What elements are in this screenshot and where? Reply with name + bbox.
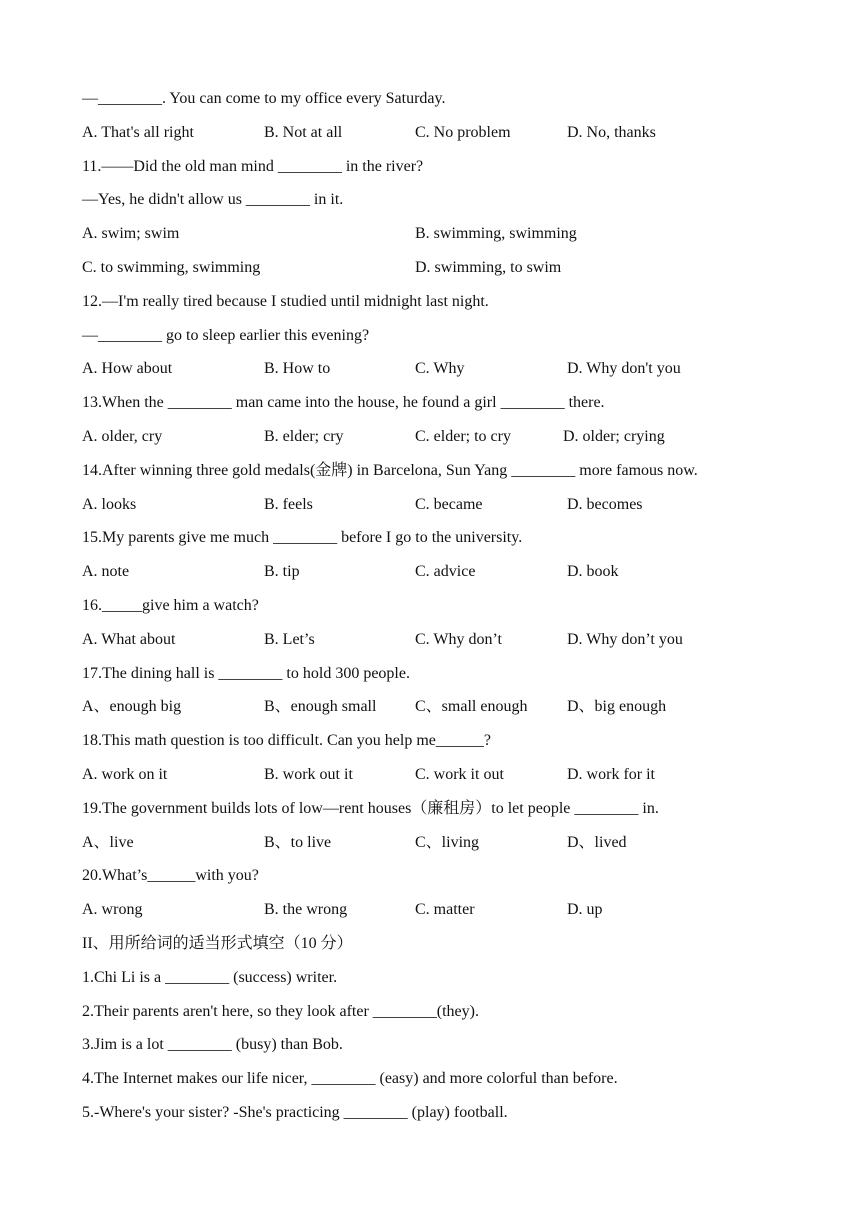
- text-line: 20.What’s______with you?: [82, 867, 259, 884]
- answer-option: C. Why don’t: [415, 631, 502, 648]
- text-line: 15.My parents give me much ________ before I go to the university.: [82, 529, 523, 546]
- text-line: 16._____give him a watch?: [82, 597, 259, 614]
- text-line: 4.The Internet makes our life nicer, ________ (easy) and more colorful than before.: [82, 1070, 618, 1087]
- answer-option: B. work out it: [264, 766, 353, 783]
- answer-option: C. Why: [415, 360, 465, 377]
- text-line: 2.Their parents aren't here, so they look after ________(they).: [82, 1003, 479, 1020]
- text-line: 12.—I'm really tired because I studied until midnight last night.: [82, 293, 489, 310]
- answer-option: A. swim; swim: [82, 225, 180, 242]
- answer-option: A. What about: [82, 631, 176, 648]
- text-line: 3.Jim is a lot ________ (busy) than Bob.: [82, 1036, 343, 1053]
- answer-option: A、live: [82, 834, 134, 851]
- answer-option: B、enough small: [264, 698, 377, 715]
- answer-option: C、living: [415, 834, 480, 851]
- answer-option: A. How about: [82, 360, 173, 377]
- text-line: 11.——Did the old man mind ________ in the river?: [82, 158, 424, 175]
- answer-option: D、big enough: [567, 698, 667, 715]
- answer-option: C. to swimming, swimming: [82, 259, 261, 276]
- answer-option: D. older; crying: [563, 428, 665, 445]
- answer-option: A、enough big: [82, 698, 182, 715]
- answer-option: C. No problem: [415, 124, 511, 141]
- answer-option: C. became: [415, 496, 483, 513]
- answer-option: C. advice: [415, 563, 476, 580]
- text-line: —Yes, he didn't allow us ________ in it.: [82, 191, 344, 208]
- answer-option: A. note: [82, 563, 130, 580]
- answer-option: B、to live: [264, 834, 332, 851]
- answer-option: D. Why don't you: [567, 360, 681, 377]
- answer-option: D. work for it: [567, 766, 655, 783]
- text-line: 14.After winning three gold medals(金牌) in Barcelona, Sun Yang ________ more famous now.: [82, 462, 698, 479]
- answer-option: B. Let’s: [264, 631, 315, 648]
- text-line: 18.This math question is too difficult. Can you help me______?: [82, 732, 491, 749]
- answer-option: B. tip: [264, 563, 300, 580]
- text-line: 1.Chi Li is a ________ (success) writer.: [82, 969, 338, 986]
- answer-option: C、small enough: [415, 698, 528, 715]
- answer-option: B. swimming, swimming: [415, 225, 577, 242]
- answer-option: D. swimming, to swim: [415, 259, 562, 276]
- section-heading: II、用所给词的适当形式填空（10 分）: [82, 935, 353, 952]
- answer-option: A. wrong: [82, 901, 143, 918]
- answer-option: D. Why don’t you: [567, 631, 683, 648]
- answer-option: B. elder; cry: [264, 428, 344, 445]
- text-line: 17.The dining hall is ________ to hold 300 people.: [82, 665, 410, 682]
- text-line: 19.The government builds lots of low—rent houses（廉租房）to let people ________ in.: [82, 800, 659, 817]
- answer-option: C. work it out: [415, 766, 504, 783]
- text-line: 5.-Where's your sister? -She's practicing ________ (play) football.: [82, 1104, 508, 1121]
- answer-option: C. elder; to cry: [415, 428, 511, 445]
- answer-option: D. up: [567, 901, 603, 918]
- answer-option: B. feels: [264, 496, 313, 513]
- answer-option: C. matter: [415, 901, 475, 918]
- text-line: —________. You can come to my office every Saturday.: [82, 90, 446, 107]
- answer-option: A. work on it: [82, 766, 168, 783]
- answer-option: D. No, thanks: [567, 124, 656, 141]
- answer-option: D、lived: [567, 834, 627, 851]
- text-line: —________ go to sleep earlier this evening?: [82, 327, 370, 344]
- answer-option: D. book: [567, 563, 619, 580]
- answer-option: D. becomes: [567, 496, 643, 513]
- answer-option: B. the wrong: [264, 901, 348, 918]
- answer-option: A. looks: [82, 496, 137, 513]
- answer-option: B. Not at all: [264, 124, 343, 141]
- answer-option: A. older, cry: [82, 428, 163, 445]
- answer-option: B. How to: [264, 360, 331, 377]
- text-line: 13.When the ________ man came into the house, he found a girl ________ there.: [82, 394, 605, 411]
- answer-option: A. That's all right: [82, 124, 194, 141]
